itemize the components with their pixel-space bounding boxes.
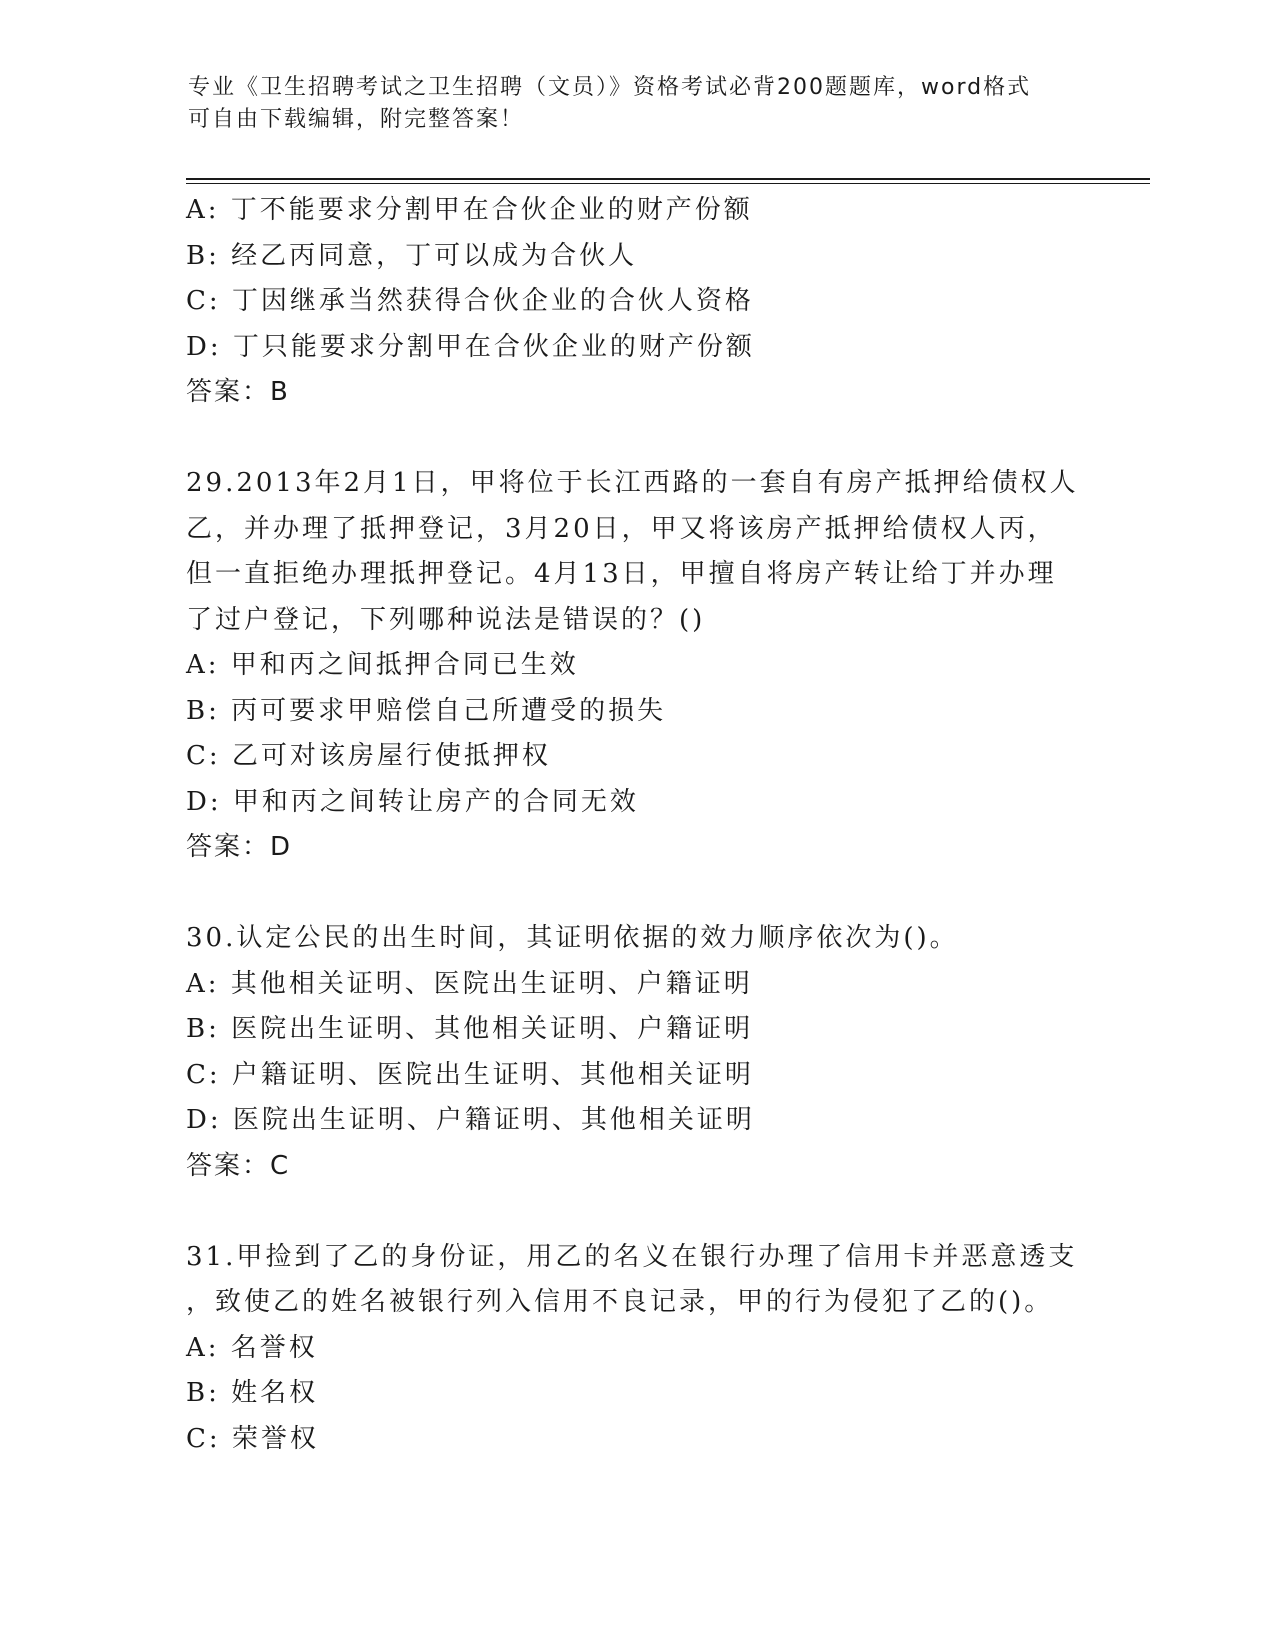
option-a: A: 其他相关证明、医院出生证明、户籍证明	[186, 968, 753, 999]
option-a: A: 丁不能要求分割甲在合伙企业的财产份额	[186, 195, 753, 225]
header-title-line-2: 可自由下载编辑，附完整答案！	[188, 107, 525, 132]
question-30	[186, 916, 1086, 1189]
option-b: B: 姓名权	[186, 1378, 319, 1408]
question-stem-line: 了过户登记，下列哪种说法是错误的？()	[186, 604, 706, 635]
answer-label: 答案：B	[186, 377, 290, 407]
option-b: B: 丙可要求甲赔偿自己所遭受的损失	[186, 695, 667, 726]
question-stem-line: ，致使乙的姓名被银行列入信用不良记录，甲的行为侵犯了乙的()。	[186, 1287, 1054, 1317]
question-stem-line: 31.甲捡到了乙的身份证，用乙的名义在银行办理了信用卡并恶意透支	[186, 1241, 1078, 1272]
header-divider-thin	[186, 183, 1150, 184]
option-d: D: 甲和丙之间转让房产的合同无效	[186, 786, 639, 817]
question-31	[186, 1235, 1086, 1463]
option-c: C: 丁因继承当然获得合伙企业的合伙人资格	[186, 286, 754, 316]
option-c: C: 乙可对该房屋行使抵押权	[186, 741, 551, 771]
answer-label: 答案：D	[186, 832, 293, 862]
spacer	[186, 871, 1086, 917]
option-d: D: 丁只能要求分割甲在合伙企业的财产份额	[186, 331, 755, 362]
option-c: C: 户籍证明、医院出生证明、其他相关证明	[186, 1059, 754, 1090]
question-stem-line: 29.2013年2月1日，甲将位于长江西路的一套自有房产抵押给债权人	[186, 468, 1079, 498]
spacer	[186, 1189, 1086, 1235]
option-c: C: 荣誉权	[186, 1423, 319, 1454]
option-a: A: 名誉权	[186, 1332, 318, 1363]
header-title-line-1: 专业《卫生招聘考试之卫生招聘（文员）》资格考试必背200题题库，word格式	[188, 75, 1032, 100]
document-header	[188, 72, 1088, 136]
option-b: B: 经乙丙同意，丁可以成为合伙人	[186, 240, 638, 271]
answer-label: 答案：C	[186, 1150, 291, 1181]
question-list	[186, 188, 1086, 1462]
question-29	[186, 461, 1086, 871]
question-stem-line: 乙，并办理了抵押登记，3月20日，甲又将该房产抵押给债权人丙，	[186, 513, 1057, 544]
option-d: D: 医院出生证明、户籍证明、其他相关证明	[186, 1105, 755, 1135]
spacer	[186, 416, 1086, 462]
question-stem-line: 但一直拒绝办理抵押登记。4月13日，甲擅自将房产转让给丁并办理	[186, 559, 1057, 589]
question-28-continued	[186, 188, 1086, 416]
option-a: A: 甲和丙之间抵押合同已生效	[186, 650, 579, 680]
option-b: B: 医院出生证明、其他相关证明、户籍证明	[186, 1014, 754, 1044]
header-divider-thick	[186, 178, 1150, 180]
question-stem-line: 30.认定公民的出生时间，其证明依据的效力顺序依次为()。	[186, 923, 959, 953]
